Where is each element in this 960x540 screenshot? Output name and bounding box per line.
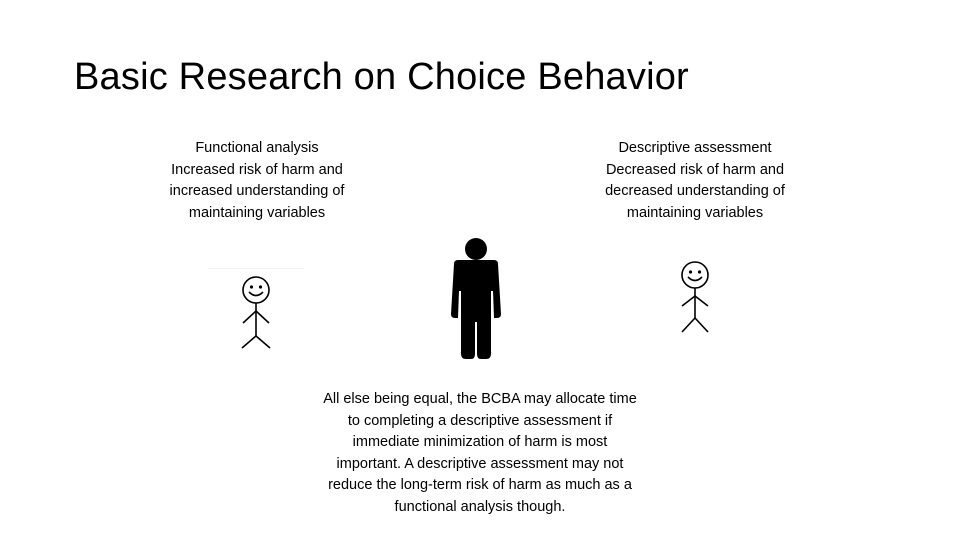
text-line: Functional analysis xyxy=(195,140,319,156)
text-line: All else being equal, the BCBA may allocate time xyxy=(323,391,637,407)
text-line: maintaining variables xyxy=(626,204,764,221)
text-line: Decreased risk of harm and xyxy=(605,161,785,178)
text-line: decreased understanding of xyxy=(605,183,785,199)
stick-figure-icon xyxy=(232,266,280,357)
functional-analysis-text xyxy=(137,138,377,224)
text-line: immediate minimization of harm is most xyxy=(352,434,608,450)
stick-figure-icon xyxy=(671,256,719,343)
conclusion-text xyxy=(290,389,670,518)
text-line: reduce the long-term risk of harm as much as a xyxy=(328,477,632,493)
text-line: to completing a descriptive assessment if xyxy=(347,412,613,429)
text-line: Increased risk of harm and xyxy=(171,161,343,178)
descriptive-assessment-text xyxy=(575,138,815,224)
text-line: important. A descriptive assessment may not xyxy=(336,455,624,472)
text-line: increased understanding of xyxy=(169,183,345,199)
text-line: functional analysis though. xyxy=(394,498,566,515)
person-silhouette-icon xyxy=(444,236,508,367)
slide-title: Basic Research on Choice Behavior xyxy=(74,56,689,98)
text-line: maintaining variables xyxy=(188,204,326,221)
text-line: Descriptive assessment xyxy=(618,140,772,156)
